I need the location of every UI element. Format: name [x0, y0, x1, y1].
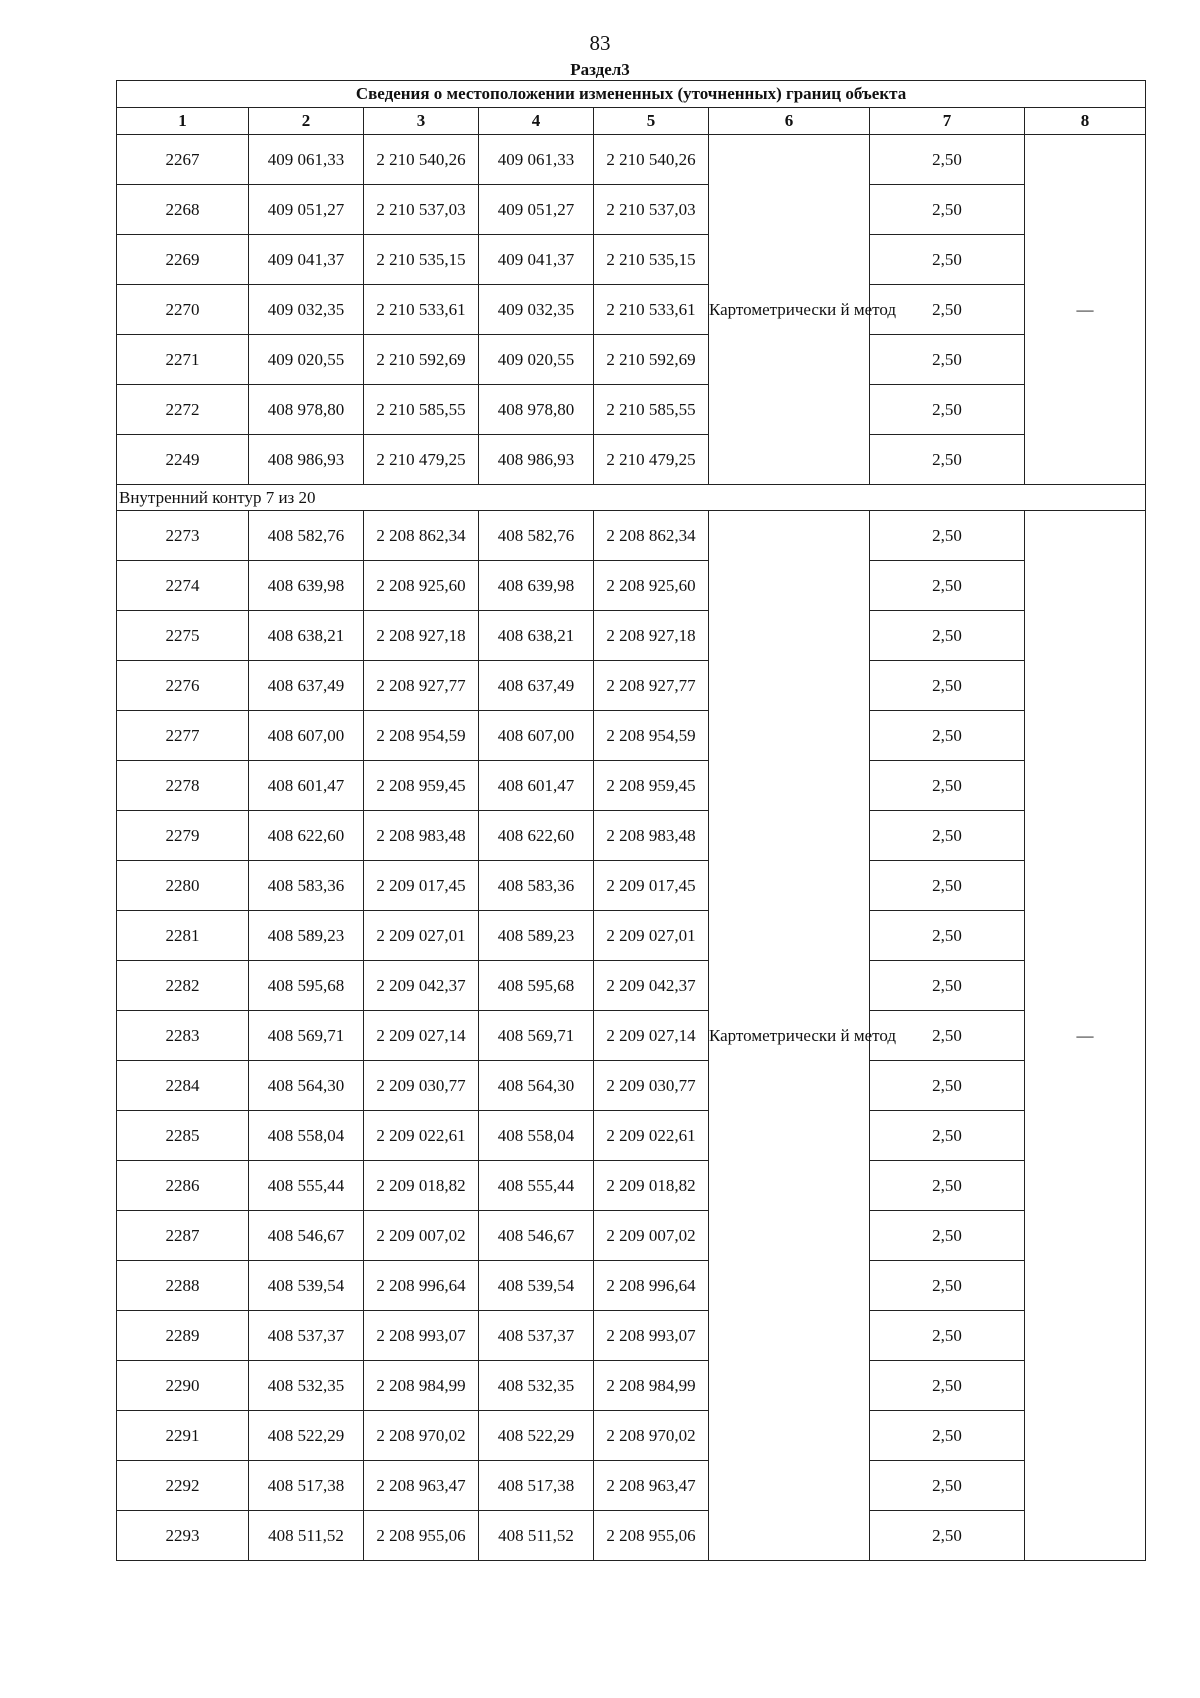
y-coordinate-cell: 2 209 022,61 — [594, 1111, 709, 1161]
x-coordinate-cell: 408 986,93 — [249, 435, 364, 485]
table-row — [117, 511, 1146, 561]
y-coordinate-cell: 2 208 996,64 — [364, 1261, 479, 1311]
column-number: 3 — [364, 108, 479, 135]
precision-cell: 2,50 — [870, 235, 1025, 285]
table-row — [117, 1211, 1146, 1261]
precision-cell: 2,50 — [870, 185, 1025, 235]
point-number-cell: 2285 — [117, 1111, 249, 1161]
y-coordinate-cell: 2 208 984,99 — [594, 1361, 709, 1411]
precision-cell: 2,50 — [870, 861, 1025, 911]
point-number-cell: 2287 — [117, 1211, 249, 1261]
table-row — [117, 1411, 1146, 1461]
x-coordinate-cell: 408 537,37 — [249, 1311, 364, 1361]
x-coordinate-cell: 408 582,76 — [249, 511, 364, 561]
y-coordinate-cell: 2 208 993,07 — [594, 1311, 709, 1361]
point-number-cell: 2290 — [117, 1361, 249, 1411]
precision-cell: 2,50 — [870, 1461, 1025, 1511]
point-number-cell: 2274 — [117, 561, 249, 611]
y-coordinate-cell: 2 208 963,47 — [364, 1461, 479, 1511]
precision-cell: 2,50 — [870, 711, 1025, 761]
point-number-cell: 2275 — [117, 611, 249, 661]
y-coordinate-cell: 2 210 535,15 — [594, 235, 709, 285]
column-number: 2 — [249, 108, 364, 135]
x-coordinate-cell: 408 555,44 — [249, 1161, 364, 1211]
x-coordinate-cell: 408 638,21 — [479, 611, 594, 661]
y-coordinate-cell: 2 209 030,77 — [364, 1061, 479, 1111]
table-row — [117, 811, 1146, 861]
y-coordinate-cell: 2 210 540,26 — [594, 135, 709, 185]
precision-cell: 2,50 — [870, 811, 1025, 861]
x-coordinate-cell: 409 061,33 — [249, 135, 364, 185]
precision-cell: 2,50 — [870, 1061, 1025, 1111]
table-row — [117, 1011, 1146, 1061]
y-coordinate-cell: 2 210 537,03 — [364, 185, 479, 235]
table-row — [117, 911, 1146, 961]
x-coordinate-cell: 408 522,29 — [249, 1411, 364, 1461]
y-coordinate-cell: 2 209 042,37 — [594, 961, 709, 1011]
y-coordinate-cell: 2 210 479,25 — [594, 435, 709, 485]
x-coordinate-cell: 408 978,80 — [249, 385, 364, 435]
x-coordinate-cell: 408 569,71 — [479, 1011, 594, 1061]
table-row — [117, 435, 1146, 485]
table-row — [117, 1261, 1146, 1311]
table-row — [117, 385, 1146, 435]
point-number-cell: 2267 — [117, 135, 249, 185]
precision-cell: 2,50 — [870, 761, 1025, 811]
x-coordinate-cell: 409 041,37 — [479, 235, 594, 285]
precision-cell: 2,50 — [870, 511, 1025, 561]
column-number: 5 — [594, 108, 709, 135]
table-row — [117, 1111, 1146, 1161]
point-number-cell: 2283 — [117, 1011, 249, 1061]
y-coordinate-cell: 2 209 017,45 — [594, 861, 709, 911]
point-number-cell: 2293 — [117, 1511, 249, 1561]
table-row — [117, 961, 1146, 1011]
x-coordinate-cell: 409 020,55 — [249, 335, 364, 385]
precision-cell: 2,50 — [870, 661, 1025, 711]
y-coordinate-cell: 2 208 927,77 — [364, 661, 479, 711]
precision-cell: 2,50 — [870, 435, 1025, 485]
y-coordinate-cell: 2 208 993,07 — [364, 1311, 479, 1361]
y-coordinate-cell: 2 210 537,03 — [594, 185, 709, 235]
y-coordinate-cell: 2 208 925,60 — [594, 561, 709, 611]
y-coordinate-cell: 2 210 533,61 — [364, 285, 479, 335]
x-coordinate-cell: 408 638,21 — [249, 611, 364, 661]
y-coordinate-cell: 2 209 042,37 — [364, 961, 479, 1011]
precision-cell: 2,50 — [870, 561, 1025, 611]
x-coordinate-cell: 408 637,49 — [479, 661, 594, 711]
table-row — [117, 285, 1146, 335]
x-coordinate-cell: 408 532,35 — [249, 1361, 364, 1411]
table-row — [117, 1361, 1146, 1411]
x-coordinate-cell: 408 637,49 — [249, 661, 364, 711]
y-coordinate-cell: 2 209 027,14 — [594, 1011, 709, 1061]
point-number-cell: 2271 — [117, 335, 249, 385]
table-row — [117, 135, 1146, 185]
precision-cell: 2,50 — [870, 1361, 1025, 1411]
y-coordinate-cell: 2 208 954,59 — [594, 711, 709, 761]
y-coordinate-cell: 2 209 017,45 — [364, 861, 479, 911]
precision-cell: 2,50 — [870, 335, 1025, 385]
precision-cell: 2,50 — [870, 1311, 1025, 1361]
boundary-table — [116, 80, 1146, 1561]
table-title: Сведения о местоположении измененных (уточненных) границ объекта — [117, 81, 1146, 108]
point-number-cell: 2249 — [117, 435, 249, 485]
x-coordinate-cell: 408 607,00 — [479, 711, 594, 761]
x-coordinate-cell: 409 061,33 — [479, 135, 594, 185]
x-coordinate-cell: 408 978,80 — [479, 385, 594, 435]
y-coordinate-cell: 2 209 030,77 — [594, 1061, 709, 1111]
column-number: 6 — [709, 108, 870, 135]
y-coordinate-cell: 2 209 007,02 — [594, 1211, 709, 1261]
table-row — [117, 335, 1146, 385]
precision-cell: 2,50 — [870, 385, 1025, 435]
x-coordinate-cell: 408 558,04 — [249, 1111, 364, 1161]
precision-cell: 2,50 — [870, 135, 1025, 185]
y-coordinate-cell: 2 210 592,69 — [364, 335, 479, 385]
table-row — [117, 1511, 1146, 1561]
y-coordinate-cell: 2 210 540,26 — [364, 135, 479, 185]
column-number: 1 — [117, 108, 249, 135]
x-coordinate-cell: 408 546,67 — [249, 1211, 364, 1261]
point-number-cell: 2268 — [117, 185, 249, 235]
y-coordinate-cell: 2 208 954,59 — [364, 711, 479, 761]
x-coordinate-cell: 408 522,29 — [479, 1411, 594, 1461]
point-number-cell: 2272 — [117, 385, 249, 435]
point-number-cell: 2282 — [117, 961, 249, 1011]
table-row — [117, 761, 1146, 811]
precision-cell: 2,50 — [870, 1411, 1025, 1461]
contour-row — [117, 485, 1146, 511]
column-number: 4 — [479, 108, 594, 135]
y-coordinate-cell: 2 208 955,06 — [364, 1511, 479, 1561]
y-coordinate-cell: 2 208 925,60 — [364, 561, 479, 611]
column8-cell: — — [1025, 135, 1146, 485]
point-number-cell: 2270 — [117, 285, 249, 335]
x-coordinate-cell: 408 546,67 — [479, 1211, 594, 1261]
point-number-cell: 2273 — [117, 511, 249, 561]
table-row — [117, 1311, 1146, 1361]
x-coordinate-cell: 408 539,54 — [249, 1261, 364, 1311]
x-coordinate-cell: 408 555,44 — [479, 1161, 594, 1211]
y-coordinate-cell: 2 209 027,01 — [594, 911, 709, 961]
point-number-cell: 2280 — [117, 861, 249, 911]
y-coordinate-cell: 2 209 018,82 — [594, 1161, 709, 1211]
y-coordinate-cell: 2 209 022,61 — [364, 1111, 479, 1161]
y-coordinate-cell: 2 208 983,48 — [364, 811, 479, 861]
y-coordinate-cell: 2 208 955,06 — [594, 1511, 709, 1561]
point-number-cell: 2291 — [117, 1411, 249, 1461]
x-coordinate-cell: 408 986,93 — [479, 435, 594, 485]
column-number-row — [117, 108, 1146, 135]
table-row — [117, 711, 1146, 761]
table-row — [117, 235, 1146, 285]
x-coordinate-cell: 409 032,35 — [249, 285, 364, 335]
y-coordinate-cell: 2 208 927,18 — [594, 611, 709, 661]
x-coordinate-cell: 408 532,35 — [479, 1361, 594, 1411]
x-coordinate-cell: 408 639,98 — [249, 561, 364, 611]
x-coordinate-cell: 408 607,00 — [249, 711, 364, 761]
precision-cell: 2,50 — [870, 1111, 1025, 1161]
y-coordinate-cell: 2 208 927,18 — [364, 611, 479, 661]
x-coordinate-cell: 408 601,47 — [249, 761, 364, 811]
point-number-cell: 2276 — [117, 661, 249, 711]
contour-label: Внутренний контур 7 из 20 — [117, 485, 1146, 511]
x-coordinate-cell: 408 583,36 — [479, 861, 594, 911]
table-row — [117, 1161, 1146, 1211]
y-coordinate-cell: 2 208 970,02 — [594, 1411, 709, 1461]
x-coordinate-cell: 408 639,98 — [479, 561, 594, 611]
x-coordinate-cell: 408 595,68 — [479, 961, 594, 1011]
point-number-cell: 2292 — [117, 1461, 249, 1511]
precision-cell: 2,50 — [870, 1261, 1025, 1311]
y-coordinate-cell: 2 208 862,34 — [364, 511, 479, 561]
y-coordinate-cell: 2 210 479,25 — [364, 435, 479, 485]
x-coordinate-cell: 408 569,71 — [249, 1011, 364, 1061]
method-cell: Картометрически й метод — [709, 511, 870, 1561]
point-number-cell: 2289 — [117, 1311, 249, 1361]
y-coordinate-cell: 2 210 585,55 — [594, 385, 709, 435]
x-coordinate-cell: 409 020,55 — [479, 335, 594, 385]
y-coordinate-cell: 2 210 585,55 — [364, 385, 479, 435]
x-coordinate-cell: 408 558,04 — [479, 1111, 594, 1161]
x-coordinate-cell: 408 583,36 — [249, 861, 364, 911]
y-coordinate-cell: 2 209 027,01 — [364, 911, 479, 961]
y-coordinate-cell: 2 208 959,45 — [594, 761, 709, 811]
x-coordinate-cell: 409 041,37 — [249, 235, 364, 285]
x-coordinate-cell: 408 601,47 — [479, 761, 594, 811]
y-coordinate-cell: 2 210 533,61 — [594, 285, 709, 335]
y-coordinate-cell: 2 208 862,34 — [594, 511, 709, 561]
y-coordinate-cell: 2 208 927,77 — [594, 661, 709, 711]
y-coordinate-cell: 2 209 027,14 — [364, 1011, 479, 1061]
y-coordinate-cell: 2 208 996,64 — [594, 1261, 709, 1311]
y-coordinate-cell: 2 208 983,48 — [594, 811, 709, 861]
x-coordinate-cell: 408 564,30 — [249, 1061, 364, 1111]
x-coordinate-cell: 408 589,23 — [249, 911, 364, 961]
point-number-cell: 2277 — [117, 711, 249, 761]
point-number-cell: 2279 — [117, 811, 249, 861]
y-coordinate-cell: 2 209 007,02 — [364, 1211, 479, 1261]
point-number-cell: 2288 — [117, 1261, 249, 1311]
x-coordinate-cell: 408 564,30 — [479, 1061, 594, 1111]
x-coordinate-cell: 409 051,27 — [479, 185, 594, 235]
x-coordinate-cell: 408 511,52 — [479, 1511, 594, 1561]
table-row — [117, 1061, 1146, 1111]
precision-cell: 2,50 — [870, 1011, 1025, 1061]
column-number: 8 — [1025, 108, 1146, 135]
x-coordinate-cell: 409 051,27 — [249, 185, 364, 235]
y-coordinate-cell: 2 210 535,15 — [364, 235, 479, 285]
table-row — [117, 661, 1146, 711]
y-coordinate-cell: 2 210 592,69 — [594, 335, 709, 385]
point-number-cell: 2269 — [117, 235, 249, 285]
x-coordinate-cell: 408 517,38 — [479, 1461, 594, 1511]
point-number-cell: 2286 — [117, 1161, 249, 1211]
table-row — [117, 185, 1146, 235]
precision-cell: 2,50 — [870, 611, 1025, 661]
y-coordinate-cell: 2 208 959,45 — [364, 761, 479, 811]
table-row — [117, 561, 1146, 611]
point-number-cell: 2281 — [117, 911, 249, 961]
section-title: Раздел3 — [570, 60, 630, 79]
y-coordinate-cell: 2 209 018,82 — [364, 1161, 479, 1211]
x-coordinate-cell: 408 539,54 — [479, 1261, 594, 1311]
page-number: 83 — [589, 31, 611, 55]
y-coordinate-cell: 2 208 970,02 — [364, 1411, 479, 1461]
x-coordinate-cell: 408 622,60 — [249, 811, 364, 861]
point-number-cell: 2284 — [117, 1061, 249, 1111]
method-cell: Картометрически й метод — [709, 135, 870, 485]
x-coordinate-cell: 408 582,76 — [479, 511, 594, 561]
table-row — [117, 861, 1146, 911]
x-coordinate-cell: 408 589,23 — [479, 911, 594, 961]
precision-cell: 2,50 — [870, 1511, 1025, 1561]
precision-cell: 2,50 — [870, 1161, 1025, 1211]
table-row — [117, 611, 1146, 661]
x-coordinate-cell: 408 511,52 — [249, 1511, 364, 1561]
x-coordinate-cell: 408 537,37 — [479, 1311, 594, 1361]
y-coordinate-cell: 2 208 984,99 — [364, 1361, 479, 1411]
precision-cell: 2,50 — [870, 911, 1025, 961]
x-coordinate-cell: 409 032,35 — [479, 285, 594, 335]
x-coordinate-cell: 408 595,68 — [249, 961, 364, 1011]
table-row — [117, 1461, 1146, 1511]
x-coordinate-cell: 408 517,38 — [249, 1461, 364, 1511]
precision-cell: 2,50 — [870, 1211, 1025, 1261]
column8-cell: — — [1025, 511, 1146, 1561]
precision-cell: 2,50 — [870, 961, 1025, 1011]
precision-cell: 2,50 — [870, 285, 1025, 335]
y-coordinate-cell: 2 208 963,47 — [594, 1461, 709, 1511]
table-body — [117, 135, 1146, 1561]
point-number-cell: 2278 — [117, 761, 249, 811]
column-number: 7 — [870, 108, 1025, 135]
x-coordinate-cell: 408 622,60 — [479, 811, 594, 861]
